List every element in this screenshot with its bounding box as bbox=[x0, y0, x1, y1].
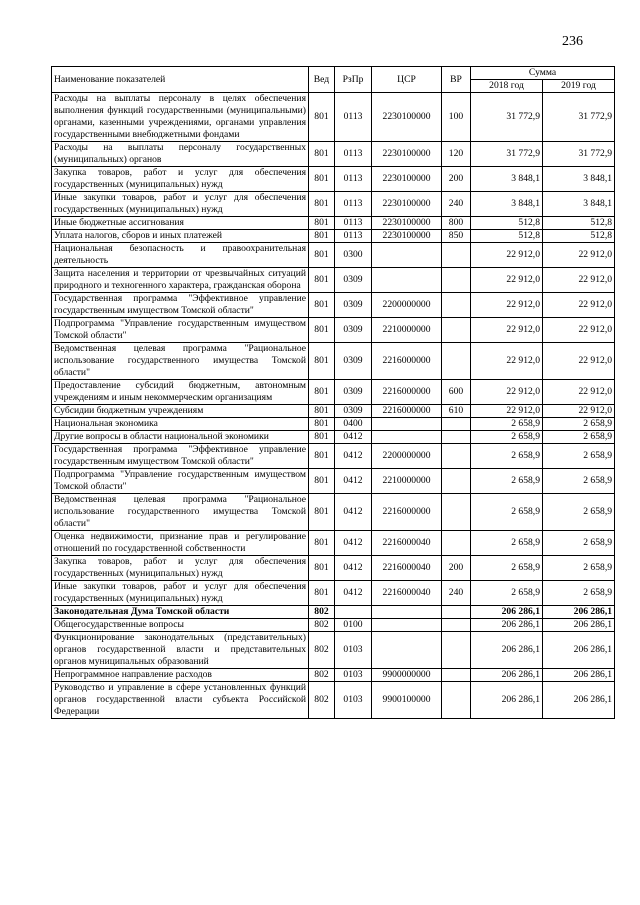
cell-y2018: 22 912,0 bbox=[471, 343, 543, 380]
cell-csr bbox=[372, 619, 442, 632]
cell-name: Законодательная Дума Томской области bbox=[52, 606, 309, 619]
cell-y2019: 22 912,0 bbox=[543, 293, 615, 318]
cell-y2019: 2 658,9 bbox=[543, 494, 615, 531]
cell-y2019: 22 912,0 bbox=[543, 243, 615, 268]
table-row bbox=[52, 405, 615, 418]
cell-csr: 2216000000 bbox=[372, 405, 442, 418]
cell-vr bbox=[442, 531, 471, 556]
cell-vr bbox=[442, 293, 471, 318]
header-row bbox=[52, 67, 615, 80]
cell-y2019: 2 658,9 bbox=[543, 418, 615, 431]
cell-vr bbox=[442, 343, 471, 380]
table-row bbox=[52, 556, 615, 581]
cell-ved: 801 bbox=[309, 469, 335, 494]
cell-ved: 801 bbox=[309, 142, 335, 167]
cell-csr: 9900100000 bbox=[372, 682, 442, 719]
cell-name: Государственная программа "Эффективное управление государственным имуществом Томской области" bbox=[52, 444, 309, 469]
table-row bbox=[52, 469, 615, 494]
cell-rzpr: 0309 bbox=[335, 268, 372, 293]
cell-csr: 2216000040 bbox=[372, 556, 442, 581]
cell-y2019: 22 912,0 bbox=[543, 343, 615, 380]
cell-y2018: 2 658,9 bbox=[471, 469, 543, 494]
table-row bbox=[52, 230, 615, 243]
cell-rzpr: 0412 bbox=[335, 444, 372, 469]
table-row bbox=[52, 606, 615, 619]
cell-rzpr: 0309 bbox=[335, 343, 372, 380]
col-header-csr: ЦСР bbox=[372, 67, 442, 93]
cell-y2019: 31 772,9 bbox=[543, 142, 615, 167]
cell-ved: 801 bbox=[309, 167, 335, 192]
table-row bbox=[52, 343, 615, 380]
cell-ved: 801 bbox=[309, 531, 335, 556]
cell-name: Руководство и управление в сфере установленных функций органов государственной власти субъекта Российской Федерации bbox=[52, 682, 309, 719]
cell-csr: 2210000000 bbox=[372, 318, 442, 343]
cell-y2019: 2 658,9 bbox=[543, 431, 615, 444]
cell-name: Защита населения и территории от чрезвычайных ситуаций природного и техногенного характера, гражданская оборона bbox=[52, 268, 309, 293]
cell-ved: 802 bbox=[309, 682, 335, 719]
cell-csr bbox=[372, 431, 442, 444]
cell-ved: 801 bbox=[309, 405, 335, 418]
cell-y2018: 22 912,0 bbox=[471, 293, 543, 318]
cell-ved: 801 bbox=[309, 431, 335, 444]
table-row bbox=[52, 581, 615, 606]
cell-name: Расходы на выплаты персоналу государственных (муниципальных) органов bbox=[52, 142, 309, 167]
cell-y2018: 22 912,0 bbox=[471, 405, 543, 418]
page-number: 236 bbox=[562, 34, 583, 49]
cell-ved: 801 bbox=[309, 217, 335, 230]
cell-csr bbox=[372, 268, 442, 293]
table-row bbox=[52, 494, 615, 531]
cell-vr bbox=[442, 418, 471, 431]
cell-vr: 850 bbox=[442, 230, 471, 243]
cell-vr: 200 bbox=[442, 556, 471, 581]
col-header-vr: ВР bbox=[442, 67, 471, 93]
cell-rzpr: 0100 bbox=[335, 619, 372, 632]
cell-name: Другие вопросы в области национальной экономики bbox=[52, 431, 309, 444]
cell-ved: 801 bbox=[309, 343, 335, 380]
table-row bbox=[52, 217, 615, 230]
cell-vr bbox=[442, 606, 471, 619]
cell-y2018: 2 658,9 bbox=[471, 531, 543, 556]
cell-rzpr bbox=[335, 606, 372, 619]
cell-vr bbox=[442, 444, 471, 469]
cell-y2018: 22 912,0 bbox=[471, 380, 543, 405]
cell-rzpr: 0113 bbox=[335, 217, 372, 230]
cell-rzpr: 0113 bbox=[335, 230, 372, 243]
cell-csr bbox=[372, 243, 442, 268]
cell-rzpr: 0113 bbox=[335, 192, 372, 217]
cell-name: Ведомственная целевая программа "Рациональное использование государственного имущества Томской области" bbox=[52, 494, 309, 531]
cell-name: Закупка товаров, работ и услуг для обеспечения государственных (муниципальных) нужд bbox=[52, 556, 309, 581]
cell-ved: 802 bbox=[309, 619, 335, 632]
cell-name: Государственная программа "Эффективное управление государственным имуществом Томской области" bbox=[52, 293, 309, 318]
cell-y2019: 22 912,0 bbox=[543, 380, 615, 405]
table-row bbox=[52, 669, 615, 682]
col-header-ved: Вед bbox=[309, 67, 335, 93]
cell-y2018: 31 772,9 bbox=[471, 142, 543, 167]
col-header-2019: 2019 год bbox=[543, 80, 615, 93]
cell-rzpr: 0113 bbox=[335, 142, 372, 167]
cell-name: Закупка товаров, работ и услуг для обеспечения государственных (муниципальных) нужд bbox=[52, 167, 309, 192]
cell-y2018: 206 286,1 bbox=[471, 606, 543, 619]
cell-csr: 2210000000 bbox=[372, 469, 442, 494]
cell-ved: 801 bbox=[309, 293, 335, 318]
cell-ved: 801 bbox=[309, 93, 335, 142]
cell-rzpr: 0412 bbox=[335, 469, 372, 494]
cell-y2018: 22 912,0 bbox=[471, 268, 543, 293]
cell-rzpr: 0309 bbox=[335, 380, 372, 405]
cell-y2019: 3 848,1 bbox=[543, 192, 615, 217]
cell-rzpr: 0412 bbox=[335, 431, 372, 444]
table-row bbox=[52, 318, 615, 343]
cell-vr bbox=[442, 268, 471, 293]
cell-name: Предоставление субсидий бюджетным, автономным учреждениям и иным некоммерческим организациям bbox=[52, 380, 309, 405]
cell-ved: 801 bbox=[309, 318, 335, 343]
cell-name: Национальная безопасность и правоохранительная деятельность bbox=[52, 243, 309, 268]
col-header-rzpr: РзПр bbox=[335, 67, 372, 93]
table-row bbox=[52, 444, 615, 469]
cell-csr bbox=[372, 632, 442, 669]
cell-y2019: 512,8 bbox=[543, 230, 615, 243]
table-row bbox=[52, 418, 615, 431]
cell-name: Уплата налогов, сборов и иных платежей bbox=[52, 230, 309, 243]
cell-name: Расходы на выплаты персоналу в целях обеспечения выполнения функций государственными (муниципальными) органами, казенными учреждениями, органами управления государственными внебюджетными фондами bbox=[52, 93, 309, 142]
cell-y2019: 206 286,1 bbox=[543, 619, 615, 632]
cell-y2018: 3 848,1 bbox=[471, 192, 543, 217]
cell-ved: 801 bbox=[309, 556, 335, 581]
cell-name: Субсидии бюджетным учреждениям bbox=[52, 405, 309, 418]
cell-csr: 9900000000 bbox=[372, 669, 442, 682]
cell-ved: 802 bbox=[309, 632, 335, 669]
cell-y2019: 22 912,0 bbox=[543, 268, 615, 293]
cell-y2018: 31 772,9 bbox=[471, 93, 543, 142]
budget-table bbox=[51, 66, 615, 719]
cell-name: Иные закупки товаров, работ и услуг для обеспечения государственных (муниципальных) нужд bbox=[52, 192, 309, 217]
cell-rzpr: 0113 bbox=[335, 167, 372, 192]
cell-y2018: 2 658,9 bbox=[471, 581, 543, 606]
cell-csr: 2230100000 bbox=[372, 217, 442, 230]
cell-rzpr: 0412 bbox=[335, 531, 372, 556]
cell-y2018: 512,8 bbox=[471, 217, 543, 230]
table-row bbox=[52, 531, 615, 556]
cell-vr: 240 bbox=[442, 192, 471, 217]
cell-vr: 800 bbox=[442, 217, 471, 230]
cell-csr: 2216000040 bbox=[372, 581, 442, 606]
cell-name: Непрограммное направление расходов bbox=[52, 669, 309, 682]
cell-rzpr: 0309 bbox=[335, 405, 372, 418]
cell-vr: 240 bbox=[442, 581, 471, 606]
cell-y2019: 206 286,1 bbox=[543, 632, 615, 669]
cell-vr: 610 bbox=[442, 405, 471, 418]
cell-y2018: 2 658,9 bbox=[471, 444, 543, 469]
cell-ved: 801 bbox=[309, 268, 335, 293]
cell-y2019: 2 658,9 bbox=[543, 469, 615, 494]
cell-y2018: 22 912,0 bbox=[471, 318, 543, 343]
cell-rzpr: 0400 bbox=[335, 418, 372, 431]
table-row bbox=[52, 380, 615, 405]
cell-y2019: 512,8 bbox=[543, 217, 615, 230]
cell-name: Ведомственная целевая программа "Рациональное использование государственного имущества Томской области" bbox=[52, 343, 309, 380]
cell-rzpr: 0412 bbox=[335, 494, 372, 531]
cell-y2018: 2 658,9 bbox=[471, 418, 543, 431]
cell-name: Оценка недвижимости, признание прав и регулирование отношений по государственной собственности bbox=[52, 531, 309, 556]
cell-y2019: 2 658,9 bbox=[543, 531, 615, 556]
cell-csr bbox=[372, 606, 442, 619]
cell-vr bbox=[442, 469, 471, 494]
cell-csr: 2200000000 bbox=[372, 293, 442, 318]
table-row bbox=[52, 268, 615, 293]
cell-ved: 801 bbox=[309, 230, 335, 243]
cell-y2018: 2 658,9 bbox=[471, 494, 543, 531]
cell-name: Национальная экономика bbox=[52, 418, 309, 431]
cell-y2019: 2 658,9 bbox=[543, 581, 615, 606]
cell-vr bbox=[442, 619, 471, 632]
cell-csr: 2200000000 bbox=[372, 444, 442, 469]
cell-name: Иные закупки товаров, работ и услуг для обеспечения государственных (муниципальных) нужд bbox=[52, 581, 309, 606]
cell-ved: 801 bbox=[309, 494, 335, 531]
cell-y2019: 22 912,0 bbox=[543, 318, 615, 343]
table-row bbox=[52, 682, 615, 719]
cell-vr bbox=[442, 669, 471, 682]
cell-ved: 801 bbox=[309, 192, 335, 217]
cell-ved: 801 bbox=[309, 581, 335, 606]
cell-y2019: 2 658,9 bbox=[543, 556, 615, 581]
table-row bbox=[52, 142, 615, 167]
cell-vr bbox=[442, 431, 471, 444]
cell-y2018: 206 286,1 bbox=[471, 632, 543, 669]
table-row bbox=[52, 431, 615, 444]
col-header-sum: Сумма bbox=[471, 67, 615, 80]
table-row bbox=[52, 192, 615, 217]
cell-name: Подпрограмма "Управление государственным имуществом Томской области" bbox=[52, 469, 309, 494]
cell-csr: 2230100000 bbox=[372, 93, 442, 142]
cell-vr bbox=[442, 243, 471, 268]
cell-vr: 600 bbox=[442, 380, 471, 405]
cell-y2018: 512,8 bbox=[471, 230, 543, 243]
cell-y2018: 206 286,1 bbox=[471, 619, 543, 632]
cell-csr: 2230100000 bbox=[372, 167, 442, 192]
cell-y2018: 206 286,1 bbox=[471, 669, 543, 682]
cell-csr: 2216000000 bbox=[372, 343, 442, 380]
cell-rzpr: 0309 bbox=[335, 293, 372, 318]
col-header-2018: 2018 год bbox=[471, 80, 543, 93]
table-body bbox=[52, 93, 615, 719]
cell-ved: 802 bbox=[309, 669, 335, 682]
cell-vr: 200 bbox=[442, 167, 471, 192]
cell-y2019: 206 286,1 bbox=[543, 669, 615, 682]
cell-vr bbox=[442, 318, 471, 343]
cell-ved: 801 bbox=[309, 243, 335, 268]
cell-csr: 2216000000 bbox=[372, 380, 442, 405]
cell-y2019: 206 286,1 bbox=[543, 682, 615, 719]
table-row bbox=[52, 619, 615, 632]
cell-y2018: 2 658,9 bbox=[471, 556, 543, 581]
cell-rzpr: 0103 bbox=[335, 669, 372, 682]
table-row bbox=[52, 167, 615, 192]
cell-csr: 2216000040 bbox=[372, 531, 442, 556]
cell-rzpr: 0113 bbox=[335, 93, 372, 142]
cell-y2018: 3 848,1 bbox=[471, 167, 543, 192]
cell-vr: 100 bbox=[442, 93, 471, 142]
table-row bbox=[52, 243, 615, 268]
table-row bbox=[52, 93, 615, 142]
cell-vr bbox=[442, 682, 471, 719]
cell-y2018: 22 912,0 bbox=[471, 243, 543, 268]
cell-name: Иные бюджетные ассигнования bbox=[52, 217, 309, 230]
table-row bbox=[52, 293, 615, 318]
cell-ved: 802 bbox=[309, 606, 335, 619]
cell-rzpr: 0309 bbox=[335, 318, 372, 343]
cell-rzpr: 0103 bbox=[335, 632, 372, 669]
cell-vr bbox=[442, 632, 471, 669]
cell-name: Функционирование законодательных (представительных) органов государственной власти и представительных органов муниципальных образований bbox=[52, 632, 309, 669]
cell-rzpr: 0103 bbox=[335, 682, 372, 719]
cell-rzpr: 0300 bbox=[335, 243, 372, 268]
cell-vr bbox=[442, 494, 471, 531]
cell-csr: 2230100000 bbox=[372, 142, 442, 167]
cell-name: Общегосударственные вопросы bbox=[52, 619, 309, 632]
cell-csr: 2230100000 bbox=[372, 192, 442, 217]
cell-y2019: 206 286,1 bbox=[543, 606, 615, 619]
cell-ved: 801 bbox=[309, 444, 335, 469]
col-header-name: Наименование показателей bbox=[52, 67, 309, 93]
cell-rzpr: 0412 bbox=[335, 556, 372, 581]
cell-rzpr: 0412 bbox=[335, 581, 372, 606]
cell-ved: 801 bbox=[309, 418, 335, 431]
cell-y2019: 2 658,9 bbox=[543, 444, 615, 469]
cell-csr: 2230100000 bbox=[372, 230, 442, 243]
cell-y2019: 22 912,0 bbox=[543, 405, 615, 418]
cell-name: Подпрограмма "Управление государственным имуществом Томской области" bbox=[52, 318, 309, 343]
cell-vr: 120 bbox=[442, 142, 471, 167]
cell-y2019: 31 772,9 bbox=[543, 93, 615, 142]
cell-y2018: 2 658,9 bbox=[471, 431, 543, 444]
cell-y2018: 206 286,1 bbox=[471, 682, 543, 719]
cell-csr: 2216000000 bbox=[372, 494, 442, 531]
cell-y2019: 3 848,1 bbox=[543, 167, 615, 192]
cell-csr bbox=[372, 418, 442, 431]
table-row bbox=[52, 632, 615, 669]
cell-ved: 801 bbox=[309, 380, 335, 405]
